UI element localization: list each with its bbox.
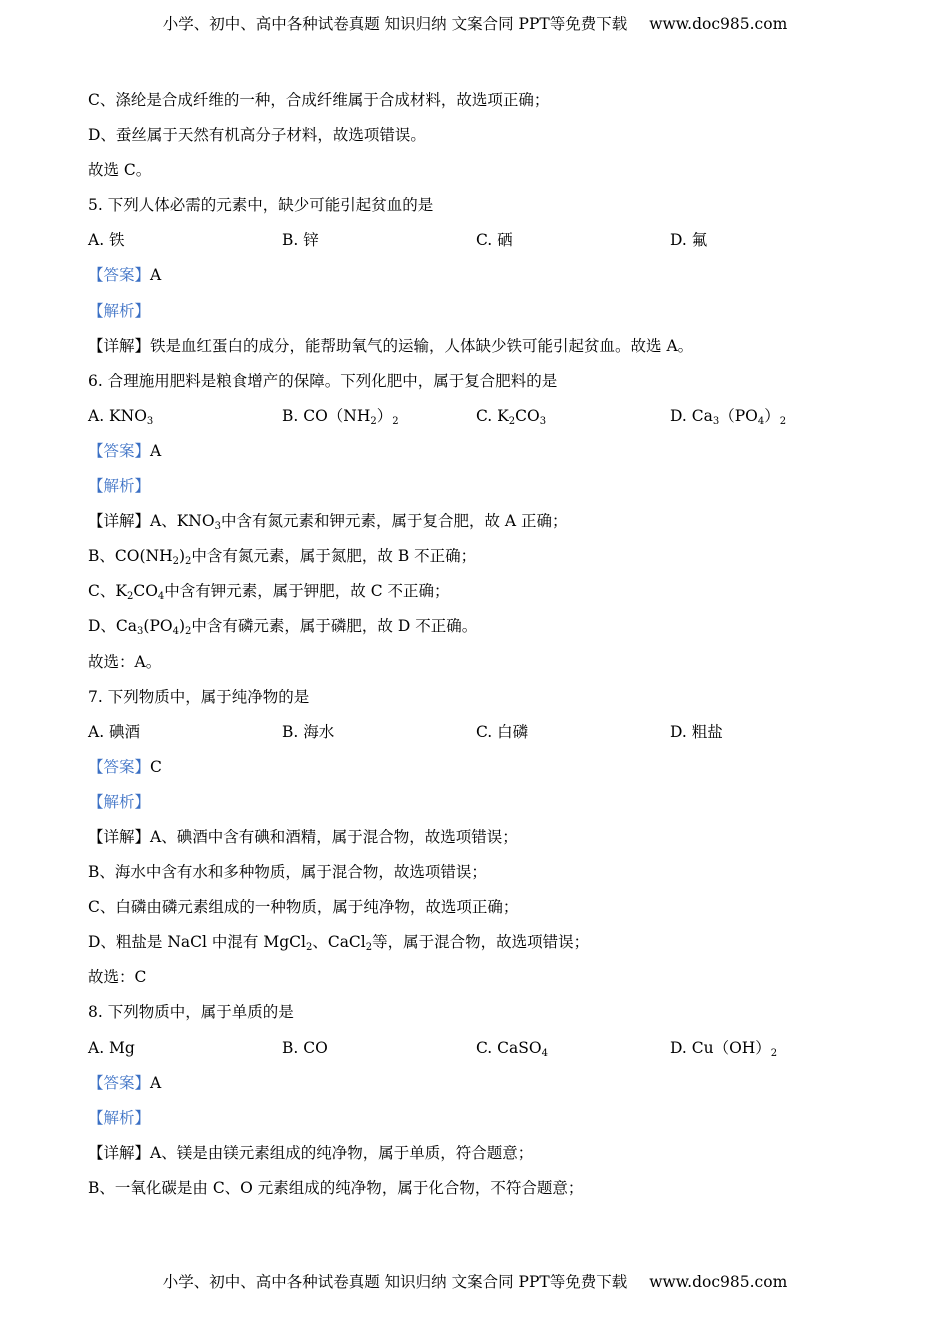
question-stem: 8. 下列物质中，属于单质的是 xyxy=(88,1003,294,1022)
header-site-link[interactable]: www.doc985.com xyxy=(649,15,788,33)
analysis-line xyxy=(88,790,868,825)
analysis-line xyxy=(88,299,868,334)
answer-line xyxy=(88,1071,868,1106)
detail-line: 【详解】A、$KNO_3$中含有氮元素和钾元素，属于复合肥，故 A 正确； xyxy=(88,512,568,533)
detail-line: B、$CO(NH_2)_2$中含有氮元素，属于氮肥，故 B 不正确； xyxy=(88,547,477,568)
detail-tag: 【详解】 xyxy=(88,336,151,355)
detail-line: 【详解】A、镁是由镁元素组成的纯净物，属于单质，符合题意； xyxy=(88,1143,534,1162)
answer-value: C xyxy=(150,757,162,776)
answer-value: A xyxy=(150,441,162,460)
analysis-tag: 【解析】 xyxy=(88,1108,151,1127)
option-b: B. CO xyxy=(282,1038,328,1057)
analysis-line xyxy=(88,474,868,509)
footer-site-link[interactable]: www.doc985.com xyxy=(649,1273,788,1291)
option-a: A. 铁 xyxy=(88,231,125,250)
text-line: 故选：C xyxy=(88,968,147,987)
option-c: C. CaSO$_4$ xyxy=(476,1038,548,1059)
analysis-tag: 【解析】 xyxy=(88,301,151,320)
answer-tag: 【答案】 xyxy=(88,1073,151,1092)
option-row xyxy=(88,404,868,439)
analysis-tag: 【解析】 xyxy=(88,792,151,811)
footer-title: 小学、初中、高中各种试卷真题 知识归纳 文案合同 PPT等免费下载 xyxy=(162,1273,628,1291)
option-d: D. $Ca_3(PO_4)_2$ xyxy=(670,406,787,427)
page-header xyxy=(0,12,950,34)
option-row xyxy=(88,1036,868,1071)
document-body xyxy=(88,88,868,1211)
detail-line: C、$K_2CO_4$中含有钾元素，属于钾肥，故 C 不正确； xyxy=(88,582,450,603)
answer-line xyxy=(88,439,868,474)
analysis-tag: 【解析】 xyxy=(88,477,151,496)
answer-tag: 【答案】 xyxy=(88,441,151,460)
option-row xyxy=(88,720,868,755)
answer-tag: 【答案】 xyxy=(88,757,151,776)
header-title: 小学、初中、高中各种试卷真题 知识归纳 文案合同 PPT等免费下载 xyxy=(162,15,628,33)
analysis-line xyxy=(88,1106,868,1141)
answer-tag: 【答案】 xyxy=(88,266,151,285)
detail-line: B、一氧化碳是由 C、O 元素组成的纯净物，属于化合物，不符合题意； xyxy=(88,1178,584,1197)
question-stem: 6. 合理施用肥料是粮食增产的保障。下列化肥中，属于复合肥料的是 xyxy=(88,371,558,390)
option-row xyxy=(88,228,868,263)
detail-line xyxy=(88,334,868,369)
answer-line xyxy=(88,263,868,298)
option-d: D. 粗盐 xyxy=(670,722,723,741)
page-footer xyxy=(0,1270,950,1292)
text-line: 故选 C。 xyxy=(88,161,152,180)
question-stem: 7. 下列物质中，属于纯净物的是 xyxy=(88,687,310,706)
option-d: D. $Cu(OH)_2$ xyxy=(670,1038,778,1059)
option-d: D. 氟 xyxy=(670,231,708,250)
option-b: B. 锌 xyxy=(282,231,319,250)
option-c: C. 白磷 xyxy=(476,722,529,741)
detail-line: D、粗盐是 NaCl 中混有 MgCl$_2$、CaCl$_2$等，属于混合物，故选项错误； xyxy=(88,933,590,954)
answer-value: A xyxy=(150,266,162,285)
option-a: A. 碘酒 xyxy=(88,722,141,741)
option-a: A. Mg xyxy=(88,1038,135,1057)
answer-line xyxy=(88,755,868,790)
answer-value: A xyxy=(150,1073,162,1092)
detail-line: B、海水中含有水和多种物质，属于混合物，故选项错误； xyxy=(88,863,487,882)
question-stem: 5. 下列人体必需的元素中，缺少可能引起贫血的是 xyxy=(88,196,434,215)
option-c: C. 硒 xyxy=(476,231,513,250)
text-line: D、蚕丝属于天然有机高分子材料，故选项错误。 xyxy=(88,126,426,145)
detail-line: 【详解】A、碘酒中含有碘和酒精，属于混合物，故选项错误； xyxy=(88,827,518,846)
option-b: B. $CO(NH_2)_2$ xyxy=(282,406,399,427)
detail-line: D、$Ca_3(PO_4)_2$中含有磷元素，属于磷肥，故 D 不正确。 xyxy=(88,617,478,638)
text-line: C、涤纶是合成纤维的一种，合成纤维属于合成材料，故选项正确； xyxy=(88,91,550,109)
option-c: C. $K_2CO_3$ xyxy=(476,406,547,427)
detail-line: C、白磷由磷元素组成的一种物质，属于纯净物，故选项正确； xyxy=(88,898,519,917)
text-line: 故选：A。 xyxy=(88,652,162,671)
option-b: B. 海水 xyxy=(282,722,335,741)
option-a: A. $KNO_3$ xyxy=(88,406,154,427)
detail-text: 铁是血红蛋白的成分，能帮助氧气的运输，人体缺少铁可能引起贫血。故选 A。 xyxy=(150,336,694,355)
